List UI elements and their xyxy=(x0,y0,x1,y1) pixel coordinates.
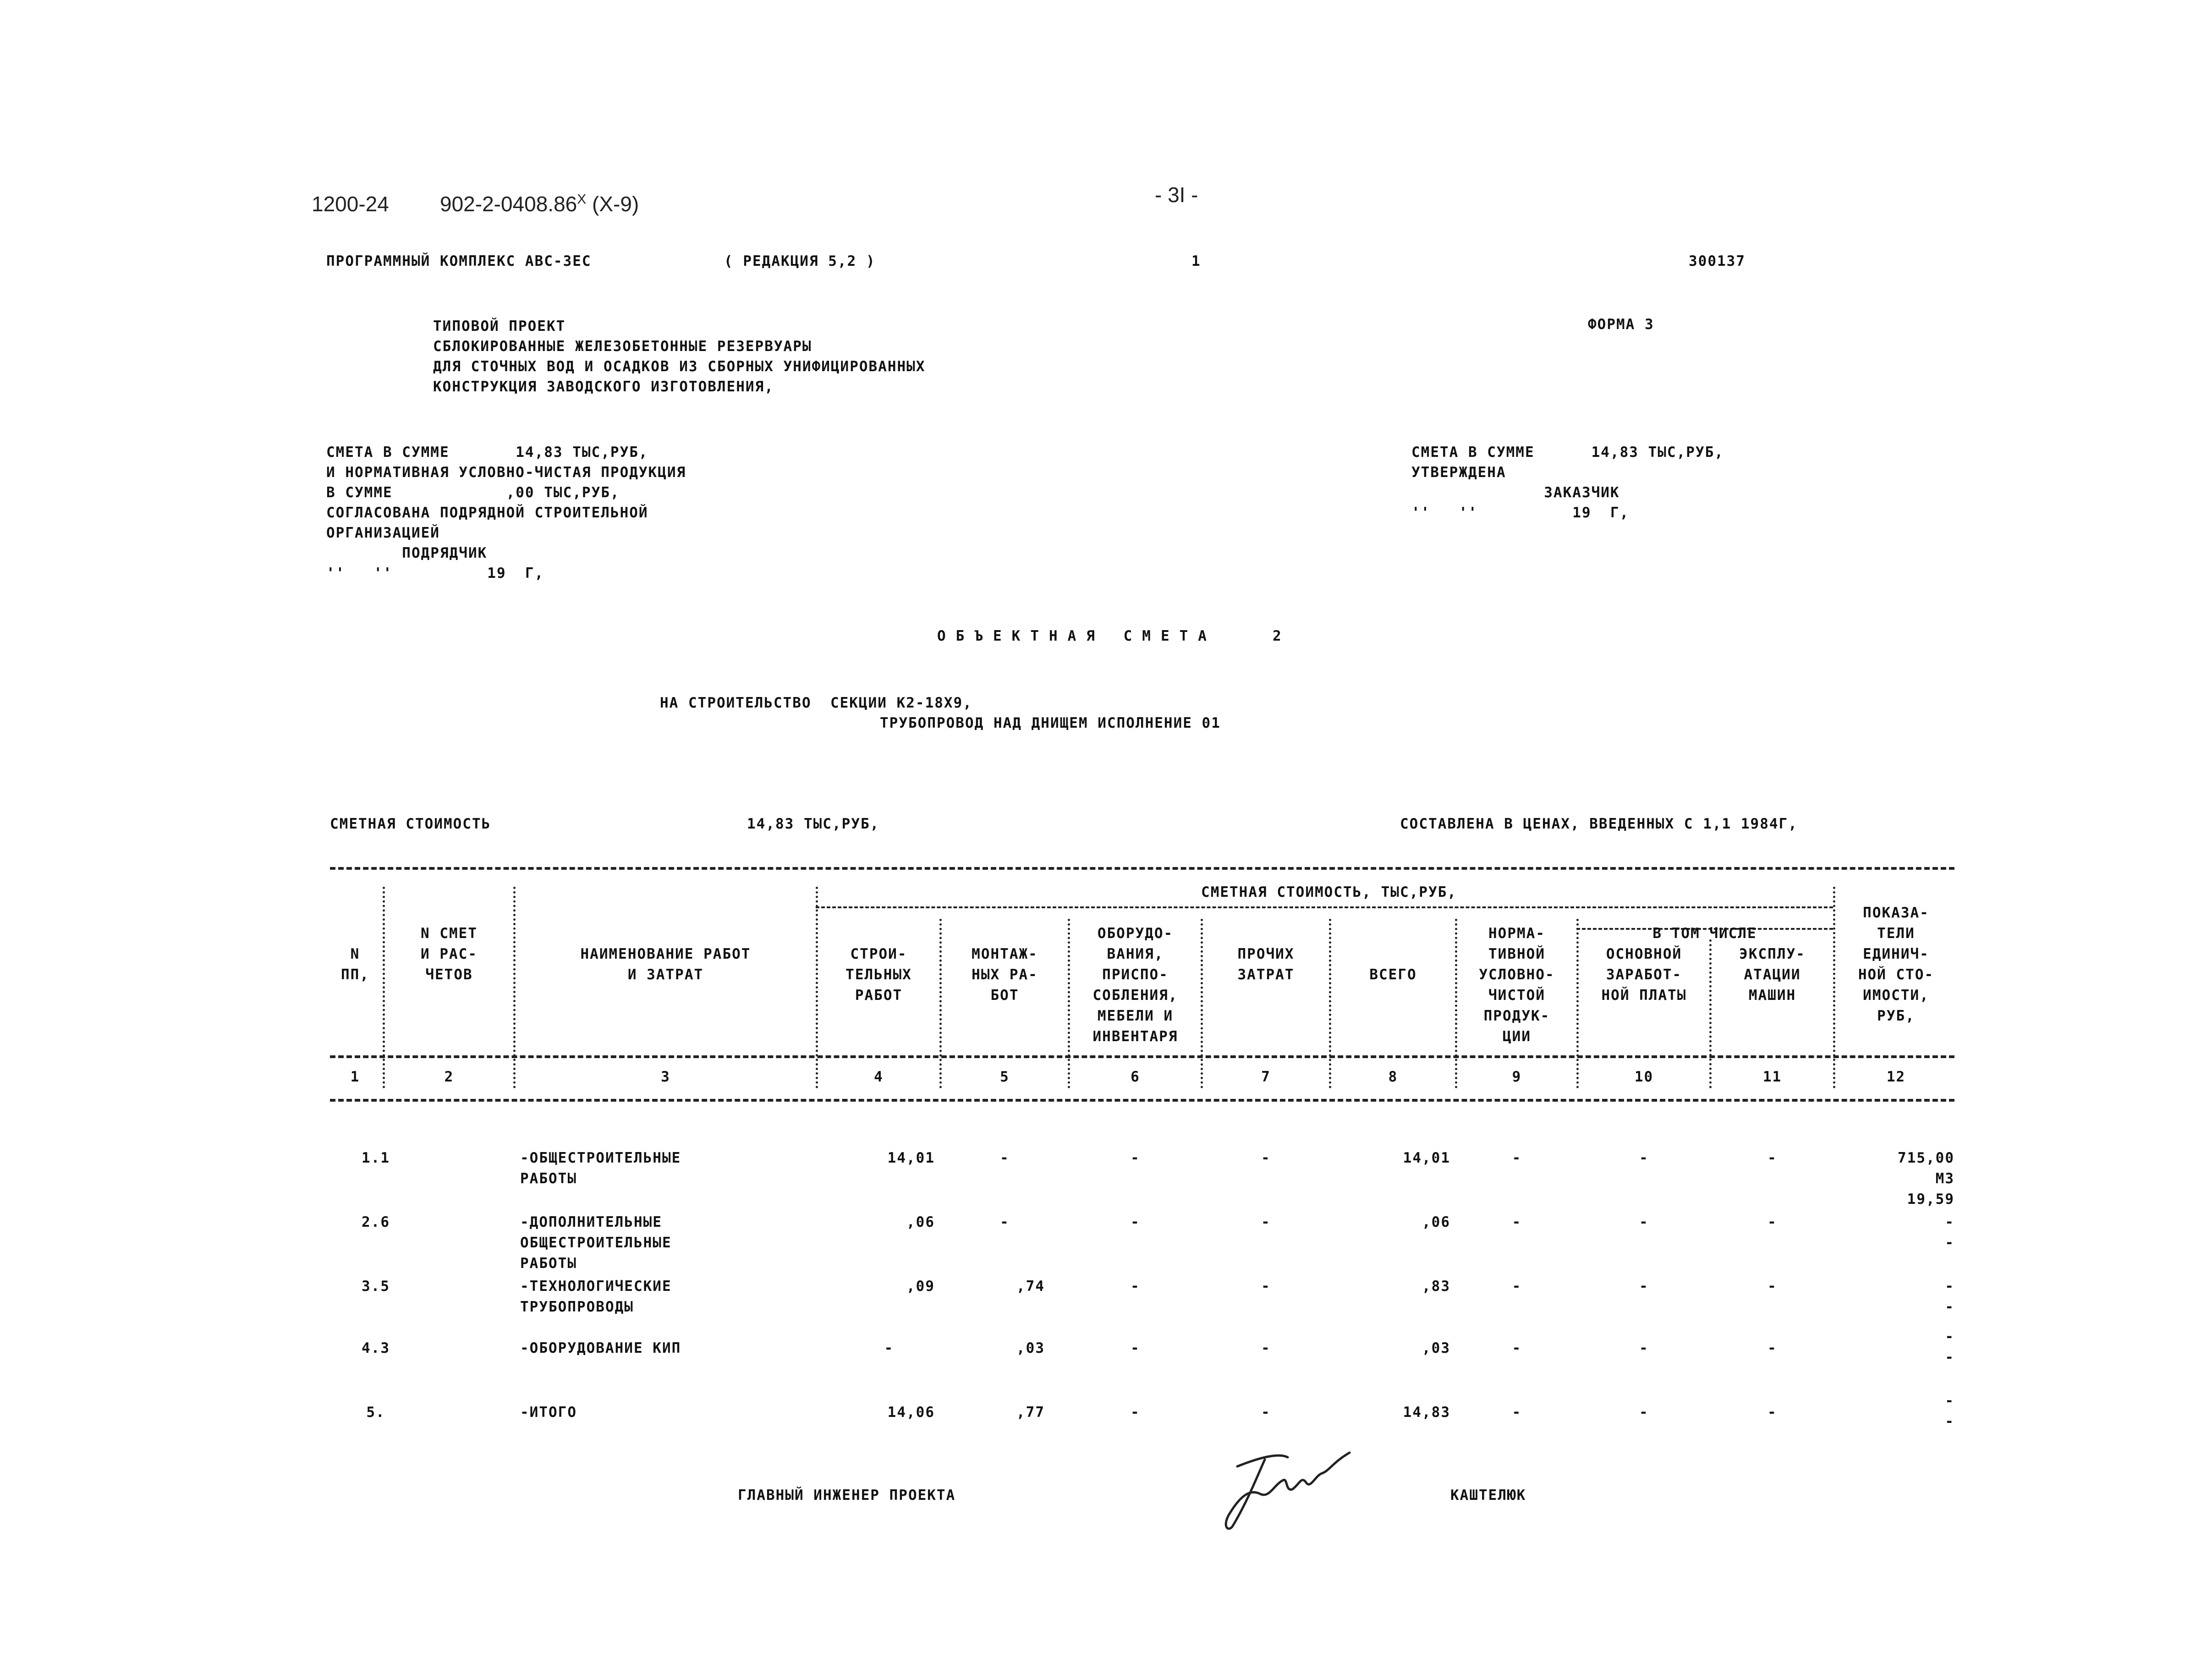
header-construction: СТРОИ- ТЕЛЬНЫХ РАБОТ xyxy=(845,946,912,1004)
program-label: ПРОГРАММНЫЙ КОМПЛЕКС АВС-3ЕС xyxy=(326,253,592,269)
row-construction: 14,01 xyxy=(887,1150,935,1166)
program-page: 1 xyxy=(1191,253,1201,269)
row-base-wage: - xyxy=(1639,1340,1649,1356)
row-normative: - xyxy=(1512,1340,1522,1356)
header-total: ВСЕГО xyxy=(1369,966,1417,983)
row-mounting: ,74 xyxy=(1016,1278,1045,1295)
row-equipment: - xyxy=(1131,1404,1140,1421)
header-row-number: N ПП, xyxy=(341,946,369,983)
header-mounting: МОНТАЖ- НЫХ РА- БОТ xyxy=(972,946,1038,1004)
row-name: -ДОПОЛНИТЕЛЬНЫЕ ОБЩЕСТРОИТЕЛЬНЫЕ РАБОТЫ xyxy=(520,1214,672,1272)
column-number: 11 xyxy=(1762,1069,1782,1085)
column-number: 3 xyxy=(661,1069,670,1085)
row-name: -ОБОРУДОВАНИЕ КИП xyxy=(520,1340,681,1356)
project-code-main: 902-2-0408.86 xyxy=(440,192,577,216)
table-top-rule xyxy=(330,867,1954,870)
project-code xyxy=(440,192,639,216)
row-mounting: - xyxy=(1000,1150,1010,1166)
row-name: -ОБЩЕСТРОИТЕЛЬНЫЕ РАБОТЫ xyxy=(520,1150,681,1187)
cost-value: 14,83 ТЫС,РУБ, xyxy=(747,816,880,832)
column-number: 7 xyxy=(1261,1069,1271,1085)
row-normative: - xyxy=(1512,1278,1522,1295)
column-separator xyxy=(1709,939,1712,1088)
cost-label: СМЕТНАЯ СТОИМОСТЬ xyxy=(330,816,491,832)
column-separator xyxy=(1576,919,1579,1088)
column-number: 9 xyxy=(1512,1069,1522,1085)
row-equipment: - xyxy=(1131,1278,1140,1295)
row-calc-number: 4.3 xyxy=(362,1340,390,1356)
subtitle-line-2: ТРУБОПРОВОД НАД ДНИЩЕМ ИСПОЛНЕНИЕ 01 xyxy=(880,715,1221,731)
project-line: ТИПОВОЙ ПРОЕКТ xyxy=(433,318,566,335)
row-other: - xyxy=(1261,1404,1271,1421)
right-line: '' '' 19 Г, xyxy=(1411,505,1630,521)
row-unit-cost: - - xyxy=(1945,1214,1954,1251)
project-code-sup: X xyxy=(577,192,587,207)
right-line: СМЕТА В СУММЕ 14,83 ТЫС,РУБ, xyxy=(1411,444,1724,461)
signature-stroke xyxy=(1226,1453,1350,1529)
column-separator xyxy=(939,919,942,1088)
row-other: - xyxy=(1261,1214,1271,1230)
left-line: И НОРМАТИВНАЯ УСЛОВНО-ЧИСТАЯ ПРОДУКЦИЯ xyxy=(326,464,686,481)
left-line: ОРГАНИЗАЦИЕЙ xyxy=(326,525,440,541)
estimate-subtitle xyxy=(660,693,1221,733)
column-separator xyxy=(513,887,516,1088)
row-total: ,03 xyxy=(1422,1340,1450,1356)
row-calc-number: 5. xyxy=(366,1404,385,1421)
column-separator xyxy=(1329,919,1331,1088)
subtitle-line-1: НА СТРОИТЕЛЬСТВО СЕКЦИИ К2-18Х9, xyxy=(660,695,972,711)
project-description xyxy=(433,316,926,397)
row-total: ,06 xyxy=(1422,1214,1450,1230)
row-calc-number: 2.6 xyxy=(362,1214,390,1230)
project-line: ДЛЯ СТОЧНЫХ ВОД И ОСАДКОВ ИЗ СБОРНЫХ УНИФИЦИРОВАННЫХ xyxy=(433,358,926,375)
row-machinery: - xyxy=(1767,1150,1777,1166)
row-equipment: - xyxy=(1131,1340,1140,1356)
row-equipment: - xyxy=(1131,1150,1140,1166)
row-calc-number: 3.5 xyxy=(362,1278,390,1295)
left-line: В СУММЕ ,00 ТЫС,РУБ, xyxy=(326,484,620,501)
column-separator xyxy=(816,887,818,1088)
group-header: СМЕТНАЯ СТОИМОСТЬ, ТЫС,РУБ, xyxy=(1201,884,1457,900)
column-number: 1 xyxy=(350,1069,360,1085)
row-construction: ,06 xyxy=(906,1214,935,1230)
row-machinery: - xyxy=(1767,1340,1777,1356)
left-line: '' '' 19 Г, xyxy=(326,565,544,582)
right-line: ЗАКАЗЧИК xyxy=(1411,484,1620,501)
header-work-name: НАИМЕНОВАНИЕ РАБОТ И ЗАТРАТ xyxy=(580,946,751,983)
left-line: ПОДРЯДЧИК xyxy=(326,545,488,561)
row-total: ,83 xyxy=(1422,1278,1450,1295)
row-mounting: - xyxy=(1000,1214,1010,1230)
column-number: 8 xyxy=(1388,1069,1398,1085)
estimate-title-text: ОБЪЕКТНАЯ СМЕТА xyxy=(937,628,1217,644)
header-machinery: ЭКСПЛУ- АТАЦИИ МАШИН xyxy=(1739,946,1806,1004)
prices-note: СОСТАВЛЕНА В ЦЕНАХ, ВВЕДЕННЫХ С 1,1 1984Г, xyxy=(1400,816,1798,832)
header-calc-number: N СМЕТ И РАС- ЧЕТОВ xyxy=(421,925,478,983)
row-base-wage: - xyxy=(1639,1404,1649,1421)
row-normative: - xyxy=(1512,1214,1522,1230)
left-line: СОГЛАСОВАНА ПОДРЯДНОЙ СТРОИТЕЛЬНОЙ xyxy=(326,505,648,521)
header-unit-cost: ПОКАЗА- ТЕЛИ ЕДИНИЧ- НОЙ СТО- ИМОСТИ, РУБ, xyxy=(1858,905,1934,1024)
row-total: 14,01 xyxy=(1403,1150,1450,1166)
row-mounting: ,03 xyxy=(1016,1340,1045,1356)
row-machinery: - xyxy=(1767,1404,1777,1421)
column-separator xyxy=(1068,919,1070,1088)
row-normative: - xyxy=(1512,1404,1522,1421)
row-unit-cost: - - xyxy=(1945,1393,1954,1430)
column-separator xyxy=(1201,919,1203,1088)
left-approval-block xyxy=(326,442,686,583)
column-separator xyxy=(1833,887,1835,1088)
header-base-wage: ОСНОВНОЙ ЗАРАБОТ- НОЙ ПЛАТЫ xyxy=(1601,946,1687,1004)
group-header-rule xyxy=(816,906,1833,908)
row-base-wage: - xyxy=(1639,1150,1649,1166)
row-equipment: - xyxy=(1131,1214,1140,1230)
row-machinery: - xyxy=(1767,1214,1777,1230)
column-number: 10 xyxy=(1634,1069,1654,1085)
column-separator xyxy=(383,887,385,1088)
column-separator xyxy=(1455,919,1457,1088)
right-approval-block xyxy=(1411,442,1724,523)
chief-engineer-label: ГЛАВНЫЙ ИНЖЕНЕР ПРОЕКТА xyxy=(738,1487,956,1504)
right-line: УТВЕРЖДЕНА xyxy=(1411,464,1506,481)
column-number: 6 xyxy=(1131,1069,1140,1085)
series-code: (X-9) xyxy=(592,192,639,216)
header-other: ПРОЧИХ ЗАТРАТ xyxy=(1237,946,1295,983)
left-line: СМЕТА В СУММЕ 14,83 ТЫС,РУБ, xyxy=(326,444,648,461)
row-base-wage: - xyxy=(1639,1278,1649,1295)
program-code: 300137 xyxy=(1689,253,1745,269)
sub-group-header: В ТОМ ЧИСЛЕ xyxy=(1652,925,1757,942)
page-number: - 3I - xyxy=(1155,183,1198,207)
project-line: КОНСТРУКЦИЯ ЗАВОДСКОГО ИЗГОТОВЛЕНИЯ, xyxy=(433,379,774,395)
row-mounting: ,77 xyxy=(1016,1404,1045,1421)
row-construction: ,09 xyxy=(906,1278,935,1295)
column-number: 12 xyxy=(1886,1069,1906,1085)
row-construction: - xyxy=(884,1340,894,1356)
form-label: ФОРМА 3 xyxy=(1588,316,1654,333)
row-unit-cost: - - xyxy=(1945,1328,1954,1366)
row-machinery: - xyxy=(1767,1278,1777,1295)
column-number: 5 xyxy=(1000,1069,1010,1085)
row-unit-cost: - - xyxy=(1945,1278,1954,1315)
row-other: - xyxy=(1261,1340,1271,1356)
row-total: 14,83 xyxy=(1403,1404,1450,1421)
signature-icon xyxy=(1219,1439,1356,1535)
header-equipment: ОБОРУДО- ВАНИЯ, ПРИСПО- СОБЛЕНИЯ, МЕБЕЛИ И ИНВЕНТАРЯ xyxy=(1092,925,1178,1045)
estimate-title xyxy=(937,628,1291,644)
row-calc-number: 1.1 xyxy=(362,1150,390,1166)
doc-code: 1200-24 xyxy=(312,192,389,216)
project-line: СБЛОКИРОВАННЫЕ ЖЕЛЕЗОБЕТОННЫЕ РЕЗЕРВУАРЫ xyxy=(433,338,812,355)
column-number: 4 xyxy=(874,1069,884,1085)
row-normative: - xyxy=(1512,1150,1522,1166)
row-other: - xyxy=(1261,1278,1271,1295)
row-name: -ИТОГО xyxy=(520,1404,577,1421)
chief-engineer-name: КАШТЕЛЮК xyxy=(1450,1487,1526,1504)
row-unit-cost: 715,00 М3 19,59 xyxy=(1898,1150,1954,1207)
estimate-number: 2 xyxy=(1272,628,1291,644)
column-numbers-rule xyxy=(330,1099,1954,1102)
row-base-wage: - xyxy=(1639,1214,1649,1230)
row-other: - xyxy=(1261,1150,1271,1166)
column-number: 2 xyxy=(444,1069,454,1085)
program-edition: ( РЕДАКЦИЯ 5,2 ) xyxy=(724,253,876,269)
header-normative: НОРМА- ТИВНОЙ УСЛОВНО- ЧИСТОЙ ПРОДУК- ЦИИ xyxy=(1479,925,1555,1045)
row-name: -ТЕХНОЛОГИЧЕСКИЕ ТРУБОПРОВОДЫ xyxy=(520,1278,672,1315)
row-construction: 14,06 xyxy=(887,1404,935,1421)
